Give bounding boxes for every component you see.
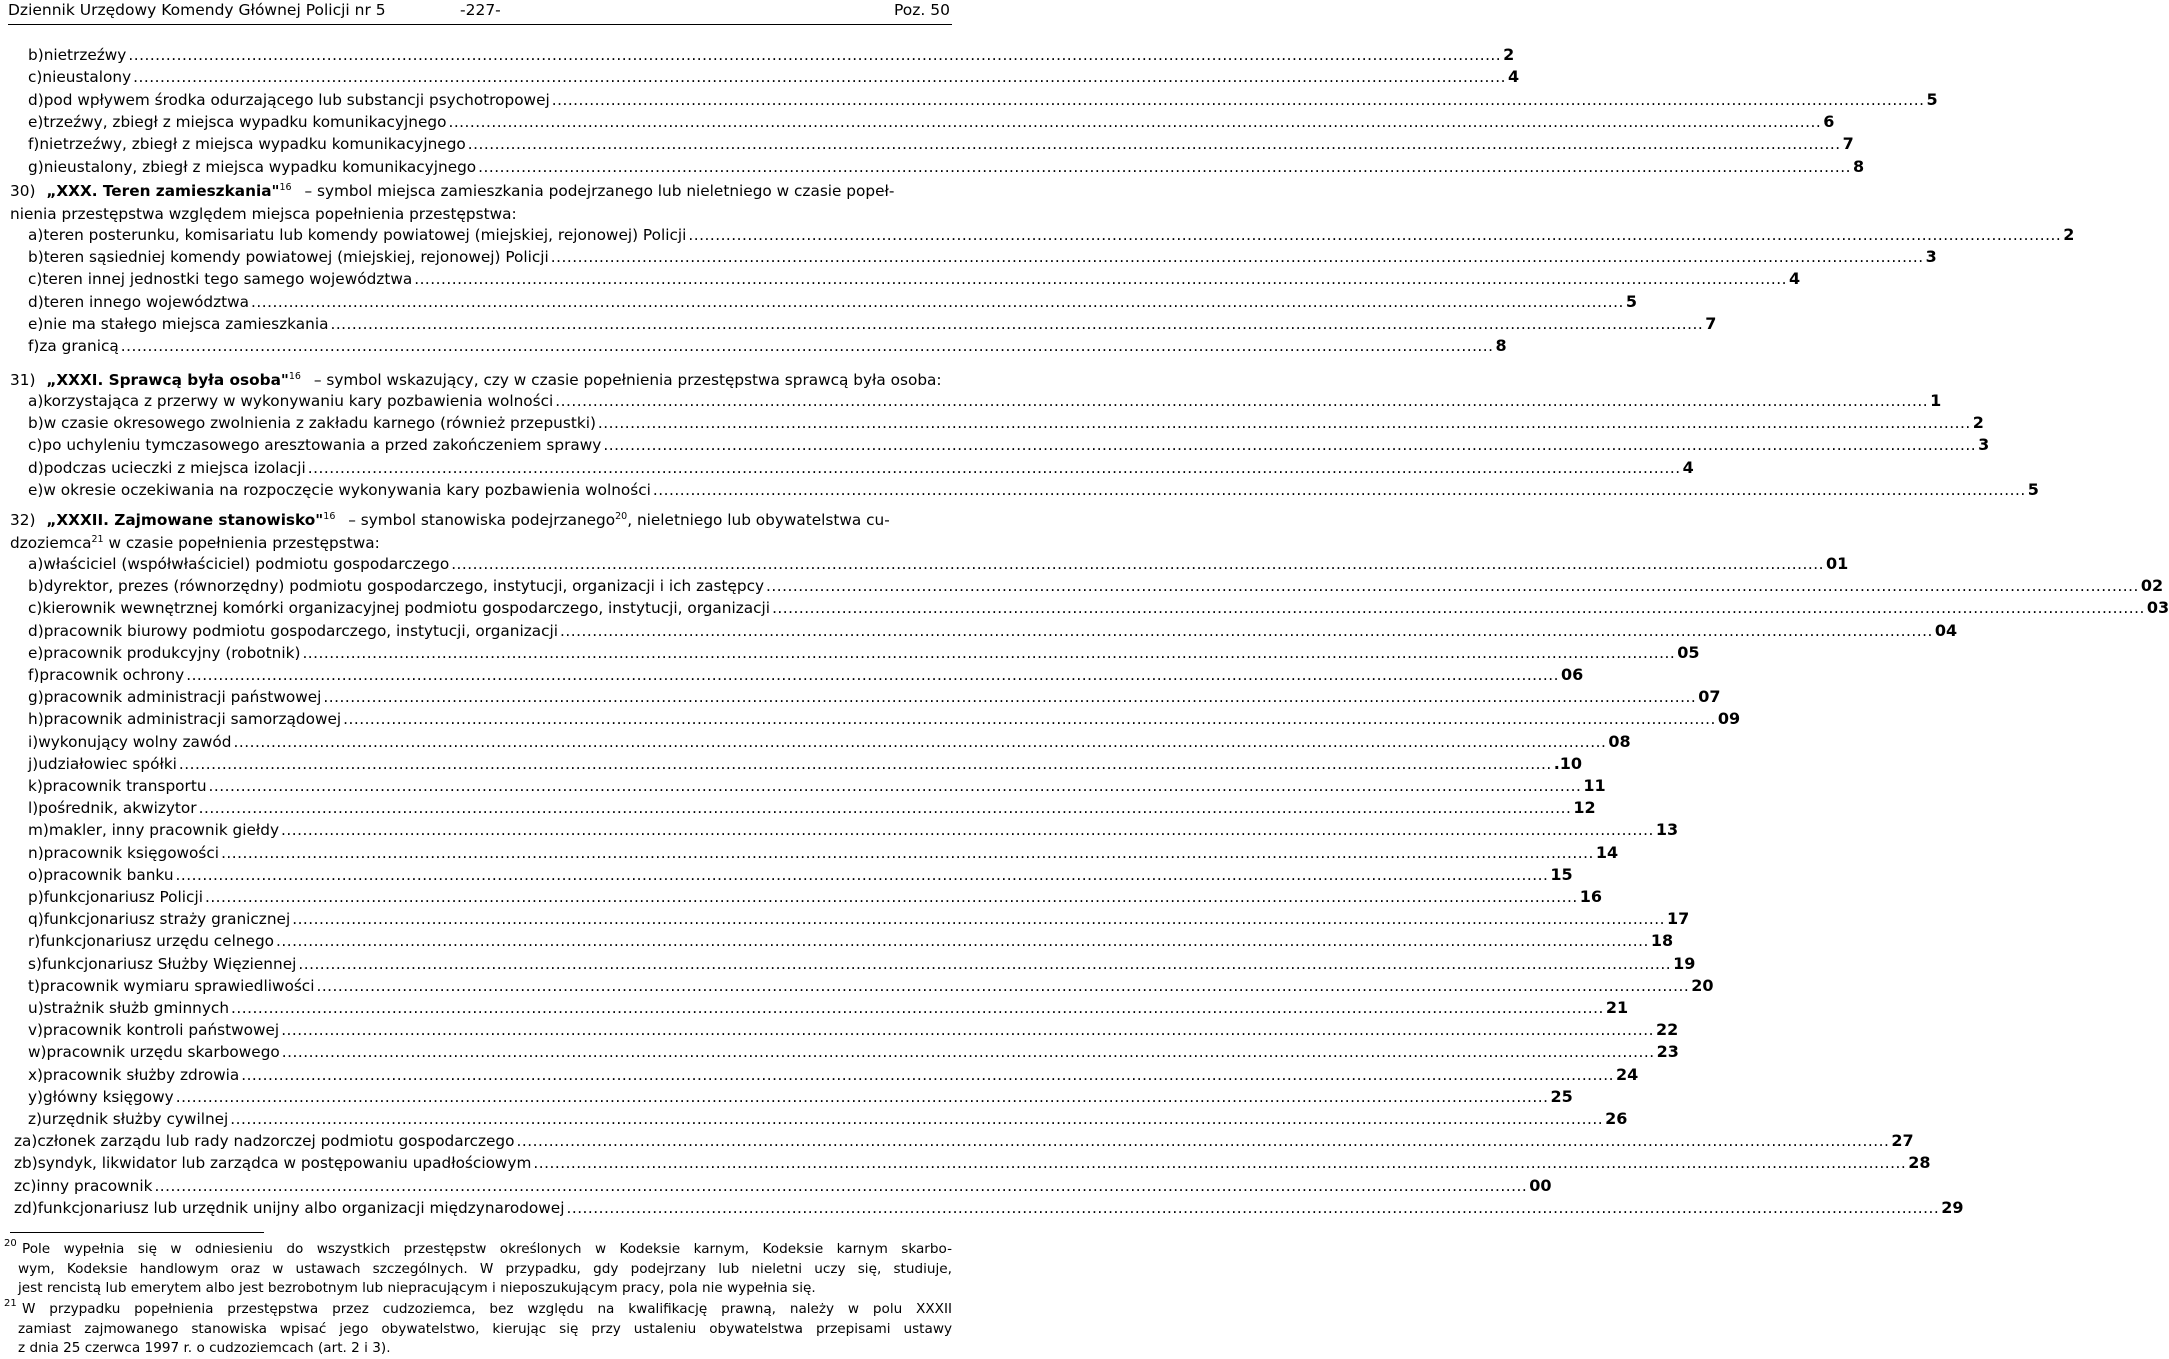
item-label: b) [28,46,44,64]
dot-leader [186,664,1559,686]
item-label: w) [28,1043,47,1062]
item-label: c) [28,436,43,455]
item-text: pracownik produkcyjny (robotnik) [43,643,301,662]
list-item [28,66,1520,88]
item-text: za granicą [39,337,119,355]
item-code: 14 [1595,842,1619,862]
dot-leader [414,268,1787,290]
item-code: 4 [1507,67,1520,87]
item-text: funkcjonariusz Policji [43,888,203,906]
section-desc: – symbol miejsca zamieszkania podejrzanego lub nieletniego w czasie popeł- [304,182,895,200]
item-label: d) [28,292,44,311]
section-number: 32) [10,511,36,529]
item-code: 26 [1605,1109,1628,1128]
dot-leader [231,997,1604,1019]
item-code: 13 [1655,820,1679,840]
item-label: f) [28,666,40,684]
section-desc-line2-cont: w czasie popełnienia przestępstwa: [103,533,380,552]
item-text: pracownik administracji państwowej [43,688,322,707]
dot-leader [766,575,2139,597]
footnote-line: jest rencistą lub emerytem albo jest bezrobotnym lub niepracującym i nieposzukującym pracy, pola nie wypełnia się. [18,1280,816,1296]
list-item [28,156,1865,178]
item-code: 23 [1656,1042,1679,1062]
dot-leader [517,1130,1890,1152]
dot-leader [478,156,1851,178]
item-label: v) [28,1021,44,1040]
footnote-number: 20 [4,1238,17,1249]
item-label: y) [28,1087,44,1106]
item-code: 2 [2063,225,2075,244]
item-code: 20 [1691,975,1714,995]
item-text: pracownik administracji samorządowej [43,710,342,729]
item-label: g) [28,688,44,707]
dot-leader [316,975,1689,997]
journal-title: Dziennik Urzędowy Komendy Głównej Policji nr 5 [8,1,386,19]
section-desc: – symbol stanowiska podejrzanego [348,511,616,529]
dot-leader [308,457,1681,479]
item-text: funkcjonariusz lub urzędnik unijny albo organizacji międzynarodowej [37,1198,565,1217]
list-item [14,1130,1914,1152]
list-item [28,291,1637,313]
list-item [28,842,1619,864]
list-item [28,753,1583,775]
item-text: makler, inny pracownik giełdy [48,821,280,840]
section-desc-line2: dzoziemca [10,533,92,552]
item-code: 06 [1561,665,1584,684]
item-text: teren innej jednostki tego samego województwa [42,270,413,289]
item-code: 4 [1789,269,1801,289]
item-text: nieustalony, zbiegł z miejsca wypadku komunikacyjnego [43,157,477,176]
dot-leader [121,335,1494,357]
item-text: udziałowiec spółki [38,754,177,773]
position-number: Poz. 50 [894,1,950,19]
item-code: .10 [1553,753,1583,773]
dot-leader [209,775,1582,797]
item-text: funkcjonariusz straży granicznej [43,910,291,929]
item-text: nie ma stałego miejsca zamieszkania [43,314,329,333]
item-text: teren sąsiedniej komendy powiatowej (miejskiej, rejonowej) Policji [43,248,549,267]
list-item [28,1064,1639,1086]
list-item [28,819,1679,841]
item-code: 02 [2140,576,2164,596]
dot-leader [448,111,1821,133]
item-text: strażnik służb gminnych [43,999,230,1017]
dot-leader [221,842,1594,864]
dot-leader [653,479,2026,501]
item-text: pośrednik, akwizytor [38,799,197,818]
item-text: wykonujący wolny zawód [38,732,232,751]
section-31-heading [10,369,955,392]
list-item [28,44,1515,66]
footnote-line: W przypadku popełnienia przestępstwa przez cudzoziemca, bez względu na kwalifikację prawną, należy w polu XXXII [22,1301,952,1317]
item-label: d) [28,458,44,477]
item-label: r) [28,932,41,951]
item-text: syndyk, likwidator lub zarządca w postępowaniu upadłościowym [37,1154,532,1173]
item-text: pracownik banku [43,865,174,884]
item-code: 01 [1825,554,1849,573]
dot-leader [282,1041,1655,1063]
item-text: nieustalony [42,68,132,87]
item-text: pracownik służby zdrowia [43,1065,240,1084]
list-item [28,664,1584,686]
footnote-ref: 16 [288,371,301,382]
footnote-ref: 16 [279,182,292,193]
item-label: s) [28,954,42,973]
dot-leader [205,886,1578,908]
dot-leader [552,89,1925,111]
item-code: 22 [1655,1020,1679,1040]
list-item [28,434,1990,456]
dot-leader [343,708,1716,730]
item-label: t) [28,976,40,995]
item-text: pracownik kontroli państwowej [43,1021,280,1040]
item-code: 05 [1677,642,1700,662]
footnote-line: zamiast zajmowanego stanowiska wpisać jego obywatelstwo, kierując się przy ustaleniu obywatelstwa przepisami ustawy [18,1320,952,1337]
item-code: 8 [1495,336,1507,355]
list-item [28,1041,1679,1063]
dot-leader [468,133,1841,155]
dot-leader [603,434,1976,456]
item-code: 7 [1705,313,1717,333]
item-label: zc) [14,1176,37,1195]
list-item [28,1086,1573,1108]
item-code: 2 [1503,45,1515,64]
item-text: po uchyleniu tymczasowego aresztowania a przed zakończeniem sprawy [42,436,602,455]
item-code: 00 [1529,1175,1552,1195]
item-label: k) [28,777,43,795]
dot-leader [292,908,1665,930]
item-label: x) [28,1065,44,1084]
item-code: 8 [1852,156,1865,176]
list-item [28,553,1849,575]
item-text: pracownik urzędu skarbowego [46,1043,280,1062]
item-label: e) [28,480,44,499]
item-text: funkcjonariusz urzędu celnego [40,932,275,951]
item-label: l) [28,799,39,818]
dot-leader [555,390,1928,412]
list-item [28,224,2075,246]
item-text: nietrzeźwy [43,46,127,64]
dot-leader [560,620,1933,642]
dot-leader [276,930,1649,952]
section-title: „XXXII. Zajmowane stanowisko" [46,511,324,529]
section-number: 31) [10,371,36,389]
list-item [14,1152,1931,1174]
item-label: m) [28,821,49,840]
list-item [28,686,1721,708]
list-item [28,268,1801,290]
section-title: „XXXI. Sprawcą była osoba" [46,371,289,389]
item-text: członek zarządu lub rady nadzorczej podmiotu gospodarczego [37,1132,515,1151]
list-item [28,775,1606,797]
footnote-line: wym, Kodeksie handlowym oraz w ustawach szczególnych. W przypadku, gdy podejrzany lub nieletni uczy się, studiuje, [18,1260,952,1277]
item-label: p) [28,888,44,906]
list-item [28,1019,1679,1041]
dot-leader [176,1086,1549,1108]
item-code: 5 [2027,479,2039,499]
dot-leader [179,753,1552,775]
list-item [28,246,1937,268]
item-code: 16 [1579,887,1603,906]
item-label: f) [28,135,40,154]
list-item [28,133,1854,155]
item-text: urzędnik służby cywilnej [42,1110,229,1128]
item-code: 08 [1608,731,1631,751]
item-code: 29 [1941,1197,1964,1217]
dot-leader [176,864,1549,886]
item-text: pracownik wymiaru sprawiedliwości [39,976,315,995]
list-item [28,997,1629,1019]
item-text: w okresie oczekiwania na rozpoczęcie wykonywania kary pozbawienia wolności [43,480,651,499]
list-item [28,620,1958,642]
dot-leader [234,731,1607,753]
dot-leader [330,313,1703,335]
dot-leader [199,797,1572,819]
item-label: d) [28,90,44,109]
item-code: 6 [1823,111,1835,131]
item-label: c) [28,68,43,87]
item-code: 5 [1926,89,1938,109]
list-item [14,1197,1964,1219]
section-desc-cont: , nieletniego lub obywatelstwa cu- [627,511,890,529]
list-item [14,1175,1552,1197]
item-text: kierownik wewnętrznej komórki organizacyjnej podmiotu gospodarczego, instytucji, organizacji [42,599,771,618]
item-label: e) [28,314,44,333]
item-text: w czasie okresowego zwolnienia z zakładu karnego (również przepustki) [43,414,596,433]
item-text: główny księgowy [43,1087,174,1106]
dot-leader [302,642,1675,664]
dot-leader [451,553,1824,575]
footnote-ref-20: 20 [615,511,628,522]
list-item [28,708,1741,730]
item-label: c) [28,270,43,289]
list-item [28,479,2039,501]
footnote-ref: 16 [323,511,336,522]
item-label: o) [28,865,44,884]
item-text: pracownik biurowy podmiotu gospodarczego, instytucji, organizacji [43,621,559,640]
item-text: pracownik księgowości [43,843,220,862]
list-item [28,731,1631,753]
footnote-number: 21 [4,1298,17,1309]
dot-leader [551,246,1924,268]
item-text: teren innego województwa [43,292,250,311]
dot-leader [688,224,2061,246]
item-label: h) [28,710,44,729]
list-item [28,111,1835,133]
list-item [28,975,1714,997]
footnote-divider [10,1232,264,1233]
dot-leader [281,819,1654,841]
item-text: inny pracownik [36,1176,153,1195]
item-label: b) [28,248,44,267]
item-text: korzystająca z przerwy w wykonywaniu kary pozbawienia wolności [43,392,554,410]
list-item [28,908,1690,930]
dot-leader [533,1152,1906,1174]
dot-leader [154,1175,1527,1197]
item-code: 15 [1550,864,1573,884]
item-text: pod wpływem środka odurzającego lub substancji psychotropowej [43,90,550,109]
item-label: b) [28,414,44,433]
list-item [28,313,1717,335]
dot-leader [251,291,1624,313]
item-code: 12 [1573,798,1596,818]
footnote-ref-21: 21 [91,533,104,545]
section-title: „XXX. Teren zamieszkania" [46,182,280,200]
list-item [28,575,2164,597]
dot-leader [298,953,1671,975]
footnote-line: Pole wypełnia się w odniesieniu do wszystkich przestępstw określonych w Kodeksie karnym, Kodeksie karnym skarbo- [22,1241,952,1257]
list-item [28,1108,1628,1130]
item-code: 11 [1583,776,1606,795]
item-label: i) [28,732,39,751]
list-item [28,953,1696,975]
item-label: a) [28,392,44,410]
list-item [28,412,1984,434]
item-label: a) [28,555,44,573]
item-label: n) [28,843,44,862]
item-code: 17 [1667,909,1690,929]
item-code: 04 [1934,620,1958,640]
item-text: funkcjonariusz Służby Więziennej [41,954,297,973]
list-item [28,89,1938,111]
item-code: 1 [1930,391,1942,410]
dot-leader [566,1197,1939,1219]
dot-leader [281,1019,1654,1041]
dot-leader [241,1064,1614,1086]
dot-leader [128,44,1501,66]
item-text: trzeźwy, zbiegł z miejsca wypadku komunikacyjnego [43,112,447,131]
item-label: g) [28,157,44,176]
list-item [28,797,1596,819]
item-text: nietrzeźwy, zbiegł z miejsca wypadku komunikacyjnego [39,135,466,154]
item-code: 18 [1650,931,1674,951]
section-30-heading [10,180,955,225]
item-code: 3 [1978,435,1990,455]
item-text: teren posterunku, komisariatu lub komendy powiatowej (miejskiej, rejonowej) Policji [43,226,687,244]
item-code: 4 [1682,457,1694,477]
item-text: podczas ucieczki z miejsca izolacji [43,458,306,477]
dot-leader [323,686,1696,708]
dot-leader [133,66,1506,88]
item-label: zd) [14,1198,38,1217]
item-label: b) [28,577,44,596]
item-code: 24 [1616,1064,1639,1084]
item-label: e) [28,643,44,662]
item-code: 25 [1550,1086,1573,1106]
item-label: f) [28,337,40,355]
list-item [28,642,1700,664]
item-text: właściciel (współwłaściciel) podmiotu gospodarczego [43,555,450,573]
item-label: zb) [14,1154,38,1173]
item-code: 09 [1717,709,1741,729]
item-code: 7 [1842,134,1854,154]
dot-leader [230,1108,1603,1130]
item-label: c) [28,599,43,618]
dot-leader [598,412,1971,434]
item-label: za) [14,1132,38,1151]
item-text: dyrektor, prezes (równorzędny) podmiotu gospodarczego, instytucji, organizacji i ich zastępcy [43,577,765,596]
item-text: pracownik ochrony [39,666,185,684]
footnote-line: z dnia 25 czerwca 1997 r. o cudzoziemcach (art. 2 i 3). [18,1340,391,1356]
page-number: -227- [460,1,501,19]
list-item [28,886,1603,908]
item-label: u) [28,999,44,1017]
item-code: 2 [1972,413,1984,433]
list-item [28,930,1674,952]
item-code: 21 [1605,998,1629,1017]
list-item [28,457,1694,479]
item-code: 5 [1625,291,1637,311]
item-code: 3 [1925,247,1937,267]
item-label: e) [28,112,44,131]
section-desc: – symbol wskazujący, czy w czasie popełnienia przestępstwa sprawcą była osoba: [313,371,942,389]
list-item [28,597,2169,619]
list-item [28,864,1573,886]
dot-leader [772,597,2145,619]
item-code: 03 [2146,598,2169,618]
item-code: 07 [1698,687,1721,707]
item-label: a) [28,226,44,244]
page-header [8,0,952,25]
list-item [28,335,1507,357]
item-label: q) [28,910,44,929]
section-number: 30) [10,182,36,200]
item-label: j) [28,754,39,773]
section-desc-cont: nienia przestępstwa względem miejsca popełnienia przestępstwa: [10,204,517,223]
item-code: 28 [1908,1153,1931,1173]
item-label: z) [28,1110,42,1128]
list-item [28,390,1942,412]
item-code: 27 [1891,1131,1914,1151]
item-code: 19 [1673,953,1696,973]
item-text: pracownik transportu [42,777,207,795]
item-label: d) [28,621,44,640]
section-32-heading [10,509,955,554]
